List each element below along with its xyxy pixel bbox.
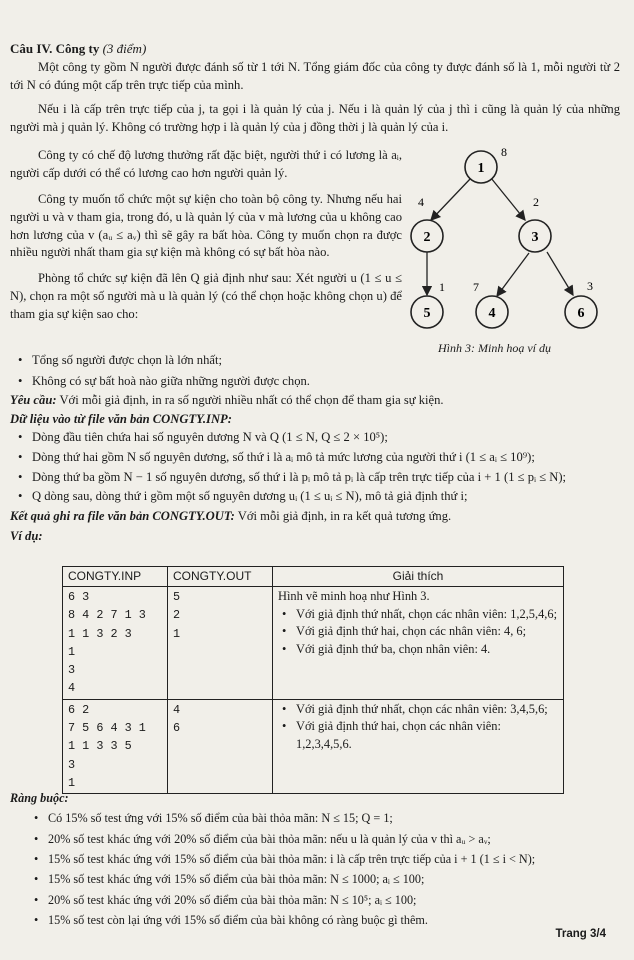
intro-left-column	[10, 147, 402, 324]
example-input-cell: 6 3 8 4 2 7 1 3 1 1 3 2 3 1 3 4	[63, 587, 168, 700]
output-label: Kết quả ghi ra file văn bản CONGTY.OUT:	[10, 509, 235, 524]
explain-item: • Với giả định thứ ba, chọn nhân viên: 4.	[278, 641, 558, 659]
header-input: CONGTY.INP	[63, 567, 168, 587]
example-output-cell: 4 6	[168, 699, 273, 793]
problem-points: (3 điểm)	[102, 41, 147, 56]
input-bullet: • Dòng đầu tiên chứa hai số nguyên dương N và Q (1 ≤ N, Q ≤ 2 × 10⁵);	[14, 429, 620, 447]
problem-title	[10, 40, 146, 58]
constraint-item: • Có 15% số test ứng với 15% số điểm của bài thỏa mãn: N ≤ 15; Q = 1;	[30, 810, 620, 827]
intro-section	[10, 59, 620, 137]
tree-figure	[405, 140, 630, 340]
tree-node-weight: 7	[473, 280, 479, 294]
figure-caption: Hình 3: Minh hoạ ví dụ	[438, 341, 551, 355]
tree-node-weight: 2	[533, 195, 539, 209]
intro-paragraph-1: Một công ty gồm N người được đánh số từ 1 tới N. Tổng giám đốc của công ty được đánh số là 1, mỗi người từ 2 tới N có đúng một cấp trên trực tiếp của mình.	[10, 60, 620, 92]
tree-node-label: 3	[531, 230, 539, 245]
intro-paragraph-2: Nếu i là cấp trên trực tiếp của j, ta gọi i là quản lý của j. Nếu i là quản lý của j thì i cũng là quản lý của những người mà j quản lý. Không có trường hợp i là quản lý của j đồng thời j là quản lý của i.	[10, 101, 620, 134]
tree-node-1	[465, 145, 507, 183]
example-explain-cell	[273, 699, 564, 793]
explain-item: • Với giả định thứ hai, chọn các nhân viên: 4, 6;	[278, 623, 558, 641]
tree-node-weight: 3	[587, 279, 593, 293]
tree-node-label: 2	[423, 230, 431, 245]
table-row	[63, 587, 564, 700]
input-bullet: • Q dòng sau, dòng thứ i gồm một số nguyên dương uᵢ (1 ≤ uᵢ ≤ N), mô tả giả định thứ i;	[14, 488, 620, 506]
input-bullet: • Dòng thứ ba gồm N − 1 số nguyên dương, số thứ i là pᵢ mô tả pᵢ là cấp trên trực tiếp của i + 1 (1 ≤ pᵢ ≤ N);	[14, 469, 620, 487]
explain-intro: Hình vẽ minh hoạ như Hình 3.	[278, 589, 430, 604]
table-row	[63, 699, 564, 793]
explain-item: • Với giả định thứ nhất, chọn các nhân viên: 1,2,5,4,6;	[278, 606, 558, 624]
input-label: Dữ liệu vào từ file văn bản CONGTY.INP:	[10, 411, 232, 426]
tree-node-2	[411, 195, 443, 252]
edge-1-2	[431, 178, 471, 220]
tree-node-3	[519, 195, 551, 252]
constraints-section	[10, 790, 620, 929]
example-table	[62, 566, 564, 794]
example-output-cell: 5 2 1	[168, 587, 273, 700]
example-explain-cell	[273, 587, 564, 700]
requirement-label: Yêu cầu:	[10, 393, 57, 407]
example-input-cell: 6 2 7 5 6 4 3 1 1 1 3 3 5 3 1	[63, 699, 168, 793]
tree-node-label: 5	[423, 306, 431, 321]
input-bullet: • Dòng thứ hai gồm N số nguyên dương, số thứ i là aᵢ mô tả mức lương của người thứ i (1 ≤ aᵢ ≤ 10⁹);	[14, 449, 620, 467]
intro-bullet: • Tổng số người được chọn là lớn nhất;	[14, 352, 574, 370]
tree-node-weight: 4	[418, 195, 424, 209]
constraint-item: • 15% số test khác ứng với 15% số điểm của bài thỏa mãn: i là cấp trên trực tiếp của i + 1 (1 ≤ i < N);	[30, 851, 620, 868]
intro-paragraph-3: Công ty có chế độ lương thưởng rất đặc biệt, người thứ i có lương là aᵢ, người cấp dưới có thể có lương cao hơn người quản lý.	[10, 148, 402, 180]
explain-item: • Với giả định thứ hai, chọn các nhân viên: 1,2,3,4,5,6.	[278, 718, 558, 753]
example-label: Ví dụ:	[10, 529, 43, 544]
constraint-item: • 20% số test khác ứng với 20% số điểm của bài thỏa mãn: N ≤ 10⁵; aᵢ ≤ 100;	[30, 892, 620, 909]
header-output: CONGTY.OUT	[168, 567, 273, 587]
tree-node-label: 1	[477, 161, 485, 176]
constraints-label: Ràng buộc:	[10, 791, 69, 805]
constraint-item: • 15% số test khác ứng với 15% số điểm của bài thỏa mãn: N ≤ 1000; aᵢ ≤ 100;	[30, 871, 620, 888]
example-table-header	[63, 567, 564, 587]
edge-3-6	[547, 252, 573, 295]
intro-bullets	[14, 352, 574, 391]
tree-node-label: 4	[488, 306, 496, 321]
output-text: Với mỗi giả định, in ra kết quả tương ứng.	[234, 509, 452, 524]
edge-1-3	[491, 178, 525, 220]
requirement-section	[10, 392, 620, 546]
edge-3-4	[497, 253, 529, 296]
intro-paragraph-4: Công ty muốn tổ chức một sự kiện cho toàn bộ công ty. Nhưng nếu hai người u và v tham gia, trong đó, u là quản lý của v mà lương của u không cao hơn lương của v (aᵤ ≤ aᵥ) thì sẽ gây ra bất hòa. Công ty muốn chọn ra được nhiều người nhất tham gia sự kiện mà không có sự bất hòa nào.	[10, 191, 402, 260]
tree-node-5	[411, 280, 445, 328]
header-explanation: Giải thích	[273, 567, 564, 587]
tree-node-weight: 1	[439, 280, 445, 294]
constraint-item: • 20% số test khác ứng với 20% số điểm của bài thỏa mãn: nếu u là quản lý của v thì aᵤ > aᵥ;	[30, 831, 620, 848]
tree-node-6	[565, 279, 597, 328]
explain-item: • Với giả định thứ nhất, chọn các nhân viên: 3,4,5,6;	[278, 701, 558, 719]
tree-node-label: 6	[577, 306, 585, 321]
constraint-item: • 15% số test còn lại ứng với 15% số điểm của bài không có ràng buộc gì thêm.	[30, 912, 620, 929]
intro-bullet: • Không có sự bất hoà nào giữa những người được chọn.	[14, 373, 574, 391]
page-number: Trang 3/4	[555, 927, 606, 940]
requirement-text: Với mỗi giả định, in ra số người nhiều nhất có thể chọn để tham gia sự kiện.	[56, 393, 444, 407]
tree-node-weight: 8	[501, 145, 507, 159]
intro-paragraph-5: Phòng tổ chức sự kiện đã lên Q giả định như sau: Xét người u (1 ≤ u ≤ N), chọn ra một số người mà u là quản lý (có thể chọn hoặc không chọn u) để tham gia sự kiện sao cho:	[10, 271, 402, 321]
problem-title-text: Câu IV. Công ty	[10, 41, 100, 56]
